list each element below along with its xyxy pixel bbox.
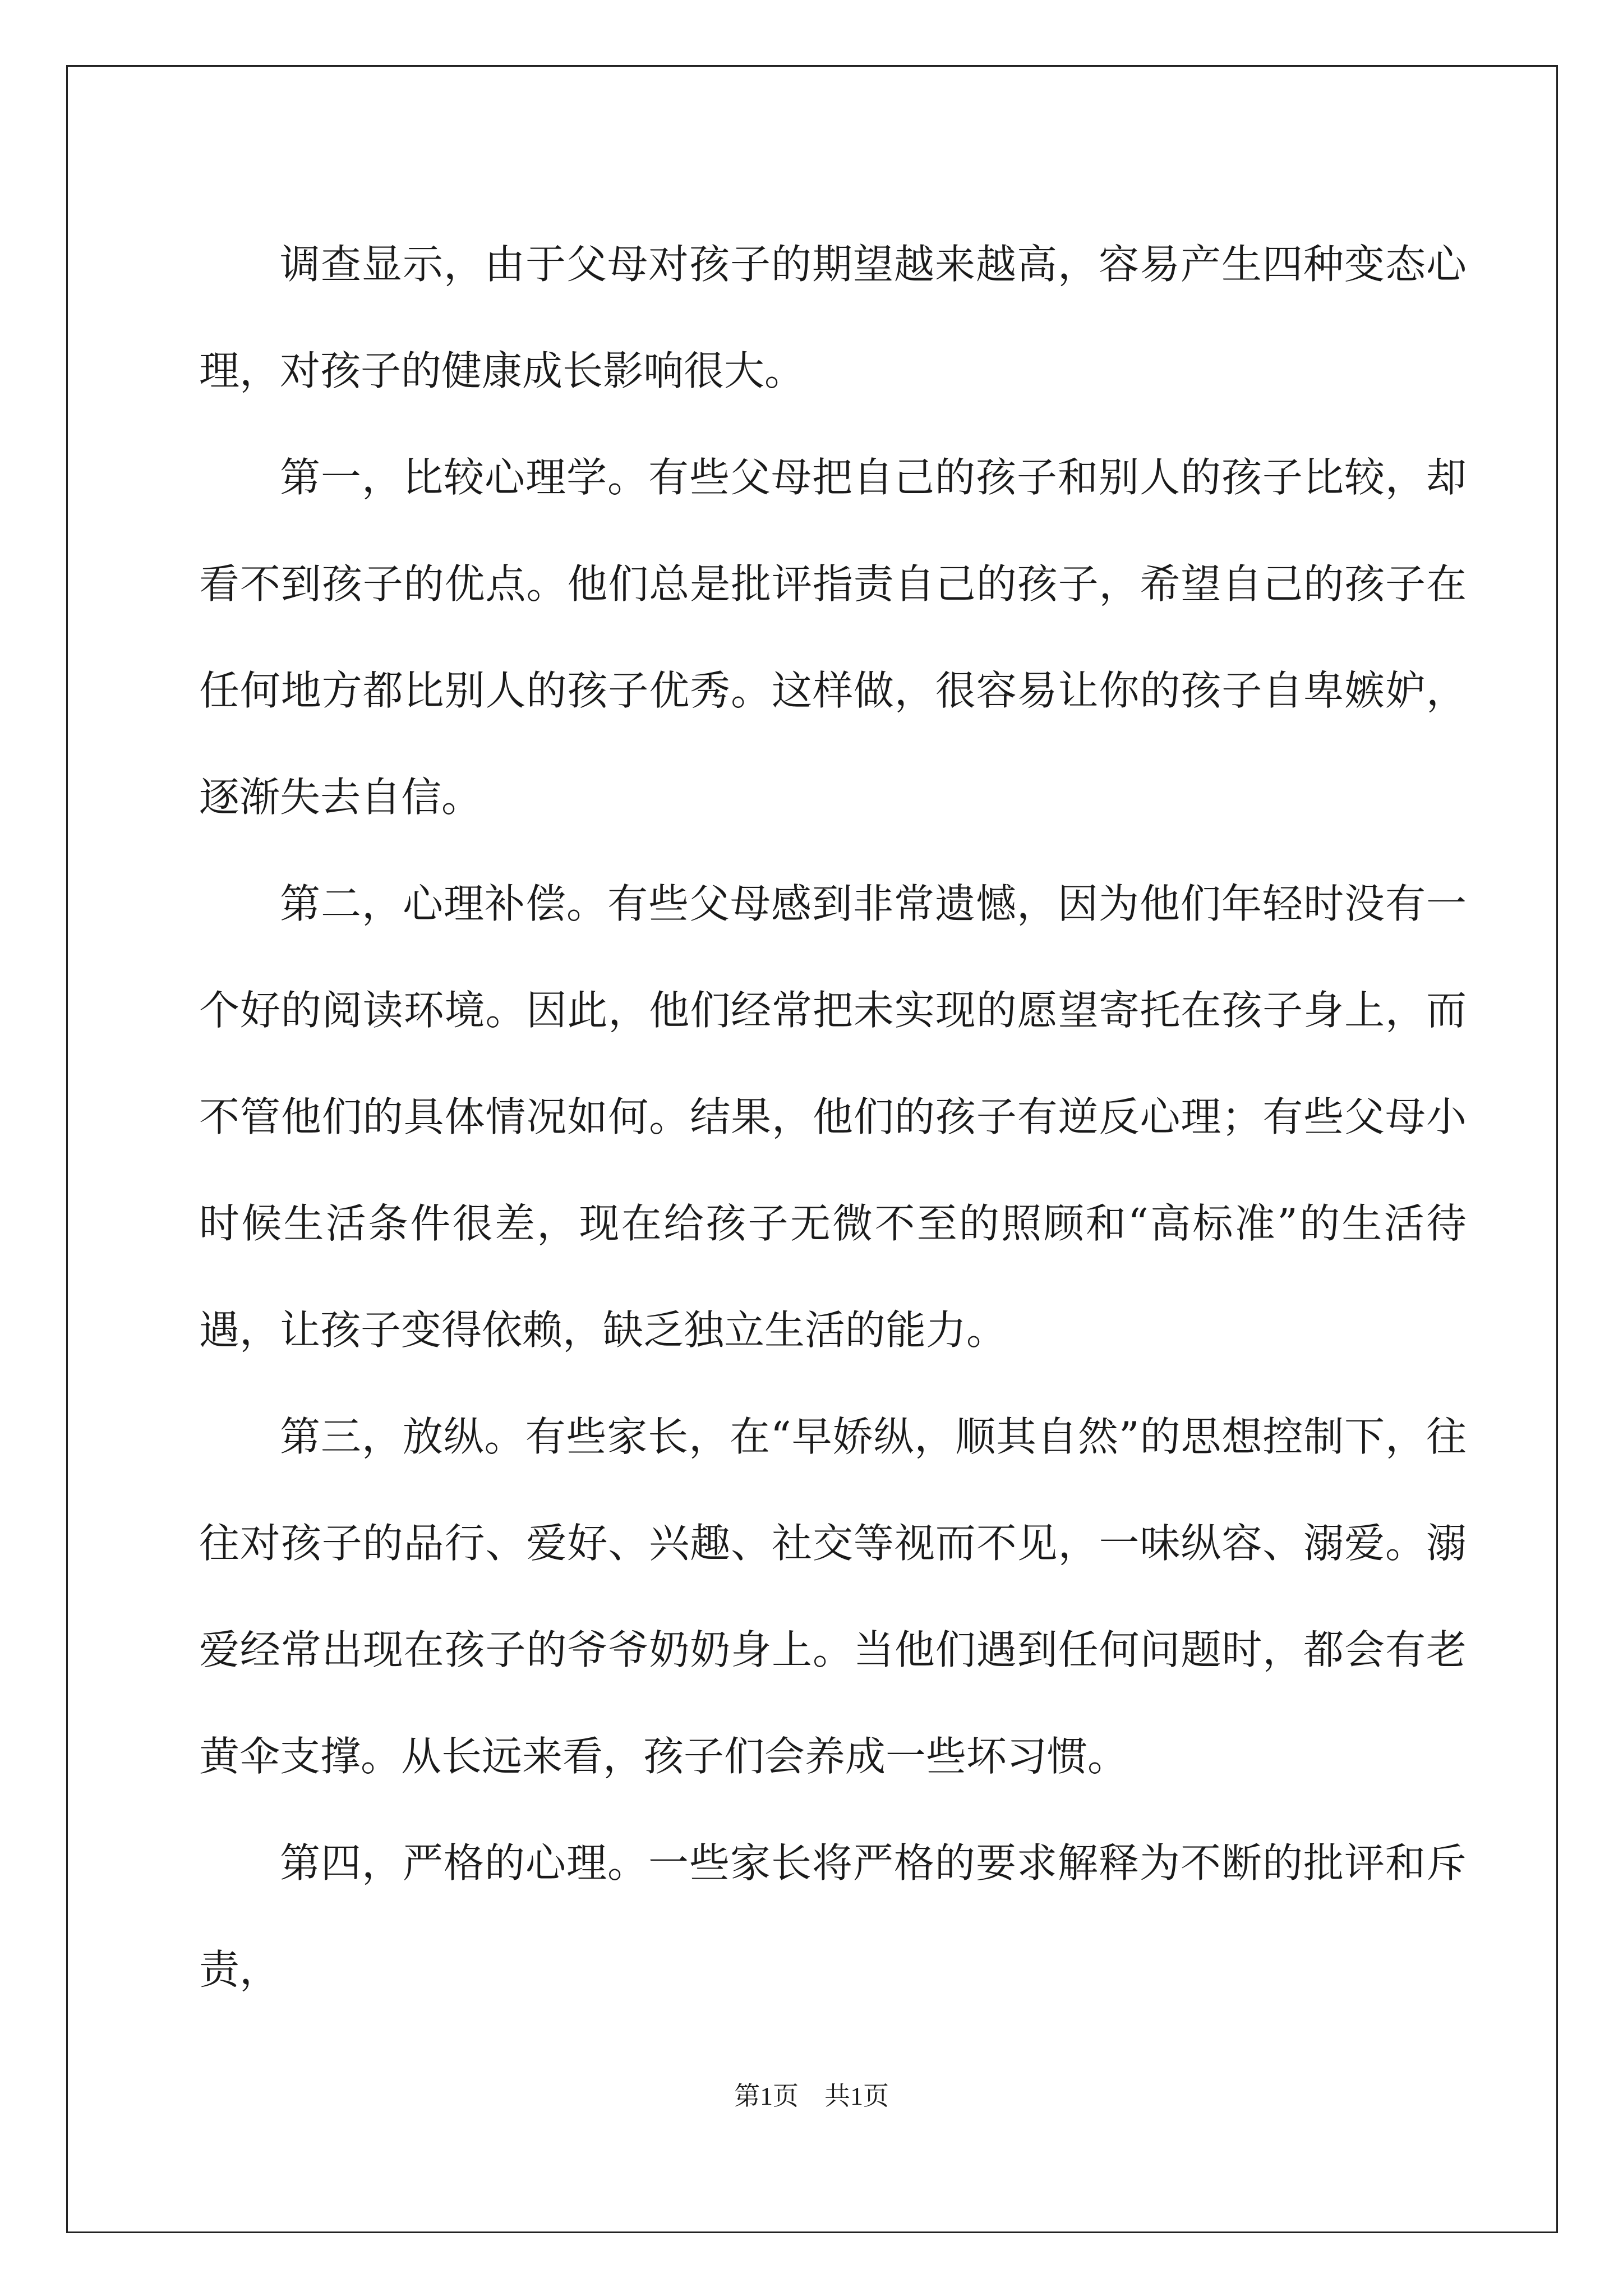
page-number-total: 共1页 [824, 2082, 889, 2110]
page-number-current: 第1页 [734, 2082, 799, 2110]
paragraph-comparison: 第一，比较心理学。有些父母把自己的孩子和别人的孩子比较，却看不到孩子的优点。他们总是批评指责自己的孩子，希望自己的孩子在任何地方都比别人的孩子优秀。这样做，很容易让你的孩子自卑嫉妒，逐渐失去自信。 [199, 454, 1467, 821]
paragraph-indulgence: 第三，放纵。有些家长，在“早娇纵，顺其自然”的思想控制下，往往对孩子的品行、爱好、兴趣、社交等视而不见，一味纵容、溺爱。溺爱经常出现在孩子的爷爷奶奶身上。当他们遇到任何问题时，都会有老黄伞支撑。从长远来看，孩子们会养成一些坏习惯。 [199, 1413, 1467, 1780]
document-body [199, 211, 1467, 2023]
page-footer [0, 2076, 1623, 2113]
paragraph-intro: 调查显示，由于父母对孩子的期望越来越高，容易产生四种变态心理，对孩子的健康成长影响很大。 [199, 241, 1467, 394]
paragraph-strictness: 第四，严格的心理。一些家长将严格的要求解释为不断的批评和斥责， [199, 1839, 1467, 1993]
paragraph-compensation: 第二，心理补偿。有些父母感到非常遗憾，因为他们年轻时没有一个好的阅读环境。因此，他们经常把未实现的愿望寄托在孩子身上，而不管他们的具体情况如何。结果，他们的孩子有逆反心理；有些父母小时候生活条件很差，现在给孩子无微不至的照顾和“高标准”的生活待遇，让孩子变得依赖，缺乏独立生活的能力。 [199, 880, 1467, 1354]
